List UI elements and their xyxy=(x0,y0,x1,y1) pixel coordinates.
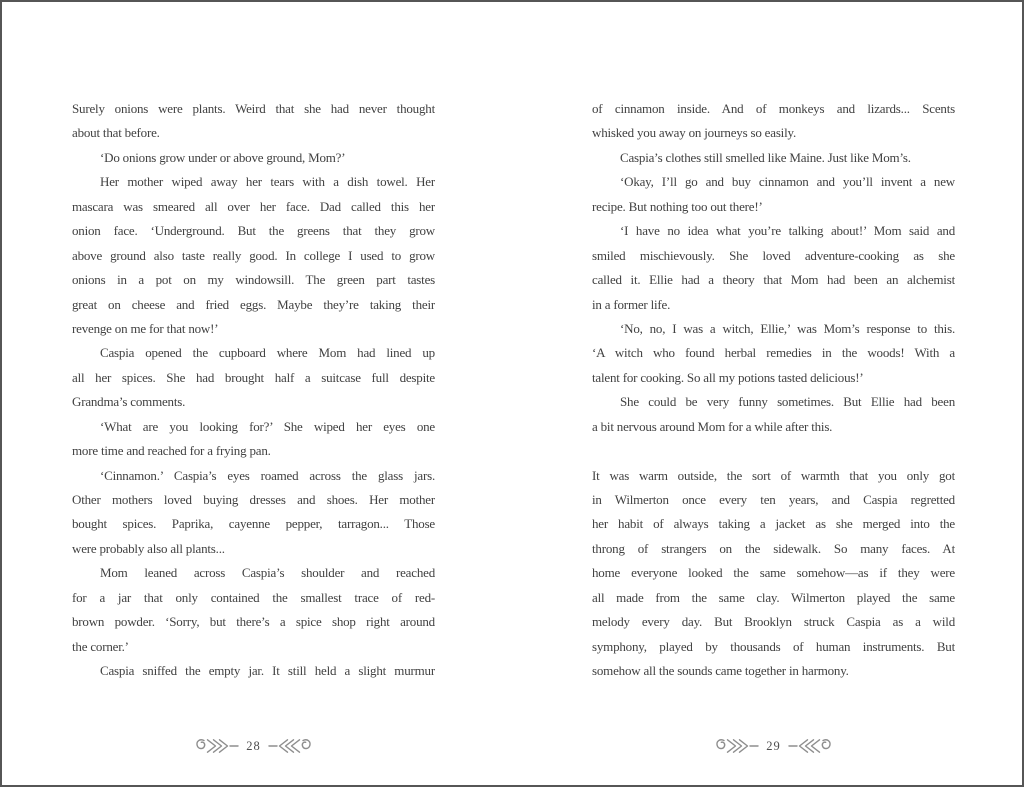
text-line: Surely onions were plants. Weird that she had never thought xyxy=(72,101,435,116)
text-line: recipe. But nothing too out there!’ xyxy=(592,198,763,214)
page-number: 29 xyxy=(766,739,781,754)
text-line: ‘What are you looking for?’ She wiped her eyes one xyxy=(100,418,435,434)
paragraph xyxy=(592,219,955,317)
text-line: a bit nervous around Mom for a while after this. xyxy=(592,418,833,434)
paragraph xyxy=(72,146,435,170)
text-line: ‘Cinnamon.’ Caspia’s eyes roamed across the glass jars. xyxy=(100,467,435,483)
text-line: ‘Do onions grow under or above ground, Mom?’ xyxy=(100,149,346,165)
text-line: in Wilmerton once every ten years, and Caspia regretted xyxy=(592,492,955,507)
laurel-flourish-mirrored-icon xyxy=(268,736,312,756)
text-line: Grandma’s comments. xyxy=(72,394,186,410)
text-line: about that before. xyxy=(72,125,160,141)
paragraph xyxy=(72,561,435,659)
text-line: mascara was smeared all over her face. Dad called this her xyxy=(72,198,435,214)
text-line: her habit of always taking a jacket as she merged into the xyxy=(592,516,955,532)
text-line: home everyone looked the same somehow—as if they were xyxy=(592,565,955,581)
paragraph xyxy=(592,464,955,684)
paragraph xyxy=(592,317,955,390)
text-line: Caspia opened the cupboard where Mom had lined up xyxy=(100,345,435,361)
text-line: revenge on me for that now!’ xyxy=(72,320,219,336)
text-line: It was warm outside, the sort of warmth that you only got xyxy=(592,467,955,483)
text-line: called it. Ellie had a theory that Mom had been an alchemist xyxy=(592,272,955,288)
text-line: all her spices. She had brought half a suitcase full despite xyxy=(72,369,435,385)
paragraph xyxy=(72,97,435,146)
paragraph xyxy=(592,97,955,146)
text-line: somehow all the sounds came together in harmony. xyxy=(592,663,849,679)
paragraph xyxy=(592,390,955,439)
text-line: whisked you away on journeys so easily. xyxy=(592,125,797,141)
text-line: Caspia sniffed the empty jar. It still held a slight murmur xyxy=(100,663,435,679)
text-line: above ground also taste really good. In college I used to grow xyxy=(72,247,435,263)
text-line: She could be very funny sometimes. But Ellie had been xyxy=(620,394,955,410)
text-line: onion face. ‘Underground. But the greens that they grow xyxy=(72,223,435,239)
laurel-flourish-icon xyxy=(715,736,759,756)
right-page-text-column xyxy=(592,97,955,684)
laurel-flourish-mirrored-icon xyxy=(788,736,832,756)
text-line: great on cheese and fried eggs. Maybe they’re taking their xyxy=(72,296,435,312)
text-line: ‘A witch who found herbal remedies in the woods! With a xyxy=(592,345,955,361)
text-line: talent for cooking. So all my potions tasted delicious!’ xyxy=(592,369,864,385)
text-line: Caspia’s clothes still smelled like Maine. Just like Mom’s. xyxy=(620,149,911,165)
text-line: melody every day. But Brooklyn struck Caspia as a wild xyxy=(592,614,955,630)
laurel-flourish-icon xyxy=(195,736,239,756)
text-line: brown powder. ‘Sorry, but there’s a spice shop right around xyxy=(72,614,435,630)
text-line: bought spices. Paprika, cayenne pepper, tarragon... Those xyxy=(72,516,435,532)
text-line: Mom leaned across Caspia’s shoulder and reached xyxy=(100,565,435,581)
right-page-footer xyxy=(592,732,955,760)
text-line: of cinnamon inside. And of monkeys and lizards... Scents xyxy=(592,101,955,116)
paragraph xyxy=(72,170,435,341)
paragraph xyxy=(72,341,435,414)
left-page-footer xyxy=(72,732,435,760)
text-line: were probably also all plants... xyxy=(72,540,225,556)
paragraph xyxy=(72,464,435,562)
paragraph xyxy=(72,659,435,683)
text-line: Other mothers loved buying dresses and shoes. Her mother xyxy=(72,492,435,507)
text-line: for a jar that only contained the smallest trace of red- xyxy=(72,589,435,605)
left-page-text-column xyxy=(72,97,435,684)
text-line: ‘Okay, I’ll go and buy cinnamon and you’ll invent a new xyxy=(620,174,955,190)
text-line: more time and reached for a frying pan. xyxy=(72,443,271,459)
paragraph xyxy=(72,415,435,464)
text-line: the corner.’ xyxy=(72,638,129,654)
paragraph xyxy=(592,170,955,219)
text-line: onions in a pot on my windowsill. The green part tastes xyxy=(72,272,435,288)
text-line: ‘I have no idea what you’re talking about!’ Mom said and xyxy=(620,223,955,239)
page-number: 28 xyxy=(246,739,261,754)
text-line: ‘No, no, I was a witch, Ellie,’ was Mom’s response to this. xyxy=(620,320,955,336)
text-line: smiled mischievously. She loved adventure-cooking as she xyxy=(592,247,955,263)
text-line: Her mother wiped away her tears with a dish towel. Her xyxy=(100,174,435,190)
paragraph xyxy=(592,146,955,170)
text-line: symphony, played by thousands of human instruments. But xyxy=(592,638,955,654)
text-line: all made from the same clay. Wilmerton played the same xyxy=(592,589,955,605)
text-line: throng of strangers on the sidewalk. So many faces. At xyxy=(592,540,955,556)
text-line: in a former life. xyxy=(592,296,671,312)
